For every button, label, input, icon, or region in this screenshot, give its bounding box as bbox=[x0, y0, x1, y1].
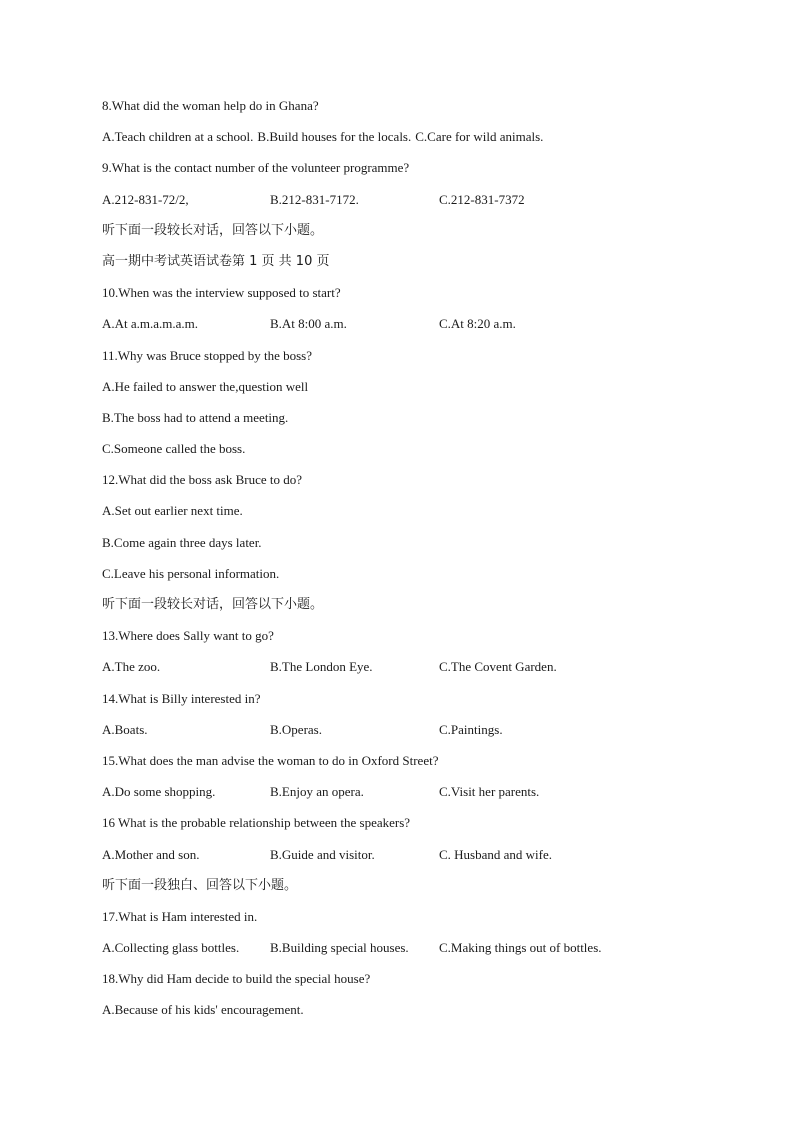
question-line: 18.Why did Ham decide to build the special house? bbox=[102, 971, 371, 987]
option-a: A.Mother and son. bbox=[102, 846, 200, 862]
option-b: B.Guide and visitor. bbox=[270, 846, 375, 862]
question-line: 15.What does the man advise the woman to do in Oxford Street? bbox=[102, 752, 439, 768]
option-a: A.Do some shopping. bbox=[102, 784, 216, 800]
section-instruction: 听下面一段较长对话，回答以下小题。 bbox=[102, 597, 324, 612]
option-c: C.Making things out of bottles. bbox=[439, 940, 602, 956]
option-b: B.Enjoy an opera. bbox=[270, 784, 364, 800]
question-line: B.Come again three days later. bbox=[102, 534, 262, 550]
option-c: C.212-831-7372 bbox=[439, 191, 525, 207]
question-line: 17.What is Ham interested in. bbox=[102, 908, 258, 924]
option-a: A.At a.m.a.m.a.m. bbox=[102, 316, 199, 332]
option-a: A.Boats. bbox=[102, 721, 148, 737]
question-line: A.He failed to answer the,question well bbox=[102, 378, 309, 394]
answer-options bbox=[102, 782, 702, 813]
question-line: 16 What is the probable relationship between the speakers? bbox=[102, 815, 411, 831]
exam-page bbox=[102, 96, 702, 1032]
option-b: B.Operas. bbox=[270, 721, 322, 737]
option-c: C.The Covent Garden. bbox=[439, 659, 557, 675]
question-line: A.Set out earlier next time. bbox=[102, 503, 243, 519]
option-c: C.Visit her parents. bbox=[439, 784, 540, 800]
answer-options bbox=[102, 657, 702, 688]
section-instruction: 高一期中考试英语试卷第 1 页 共 10 页 bbox=[102, 253, 330, 269]
option-b: B.212-831-7172. bbox=[270, 191, 359, 207]
answer-options bbox=[102, 938, 702, 969]
answer-options bbox=[102, 720, 702, 751]
answer-options bbox=[102, 845, 702, 876]
option-b: B.Build houses for the locals. bbox=[257, 129, 412, 145]
option-b: B.The London Eye. bbox=[270, 659, 373, 675]
question-line: C.Leave his personal information. bbox=[102, 565, 280, 581]
option-c: C.At 8:20 a.m. bbox=[439, 316, 516, 332]
option-c: C.Paintings. bbox=[439, 721, 503, 737]
option-a: A.212-831-72/2, bbox=[102, 191, 189, 207]
question-line: 13.Where does Sally want to go? bbox=[102, 628, 274, 644]
answer-options bbox=[102, 190, 702, 221]
option-b: B.At 8:00 a.m. bbox=[270, 316, 347, 332]
question-line: B.The boss had to attend a meeting. bbox=[102, 409, 289, 425]
answer-options bbox=[102, 314, 702, 345]
question-line: 9.What is the contact number of the volunteer programme? bbox=[102, 160, 410, 176]
question-line: 11.Why was Bruce stopped by the boss? bbox=[102, 347, 313, 363]
option-a: A.The zoo. bbox=[102, 659, 161, 675]
section-instruction: 听下面一段独白、回答以下小题。 bbox=[102, 877, 298, 893]
option-a: A.Teach children at a school. bbox=[102, 129, 254, 145]
section-instruction: 听下面一段较长对话，回答以下小题。 bbox=[102, 222, 324, 238]
question-line: 10.When was the interview supposed to start? bbox=[102, 285, 341, 301]
question-line: 8.What did the woman help do in Ghana? bbox=[102, 98, 319, 113]
option-c: C.Care for wild animals. bbox=[415, 129, 544, 145]
option-a: A.Collecting glass bottles. bbox=[102, 940, 240, 956]
answer-options bbox=[102, 127, 702, 158]
question-line: C.Someone called the boss. bbox=[102, 441, 246, 457]
question-line: A.Because of his kids' encouragement. bbox=[102, 1002, 304, 1018]
option-c: C. Husband and wife. bbox=[439, 846, 553, 862]
question-line: 14.What is Billy interested in? bbox=[102, 690, 261, 706]
question-line: 12.What did the boss ask Bruce to do? bbox=[102, 472, 303, 488]
option-b: B.Building special houses. bbox=[270, 940, 409, 956]
